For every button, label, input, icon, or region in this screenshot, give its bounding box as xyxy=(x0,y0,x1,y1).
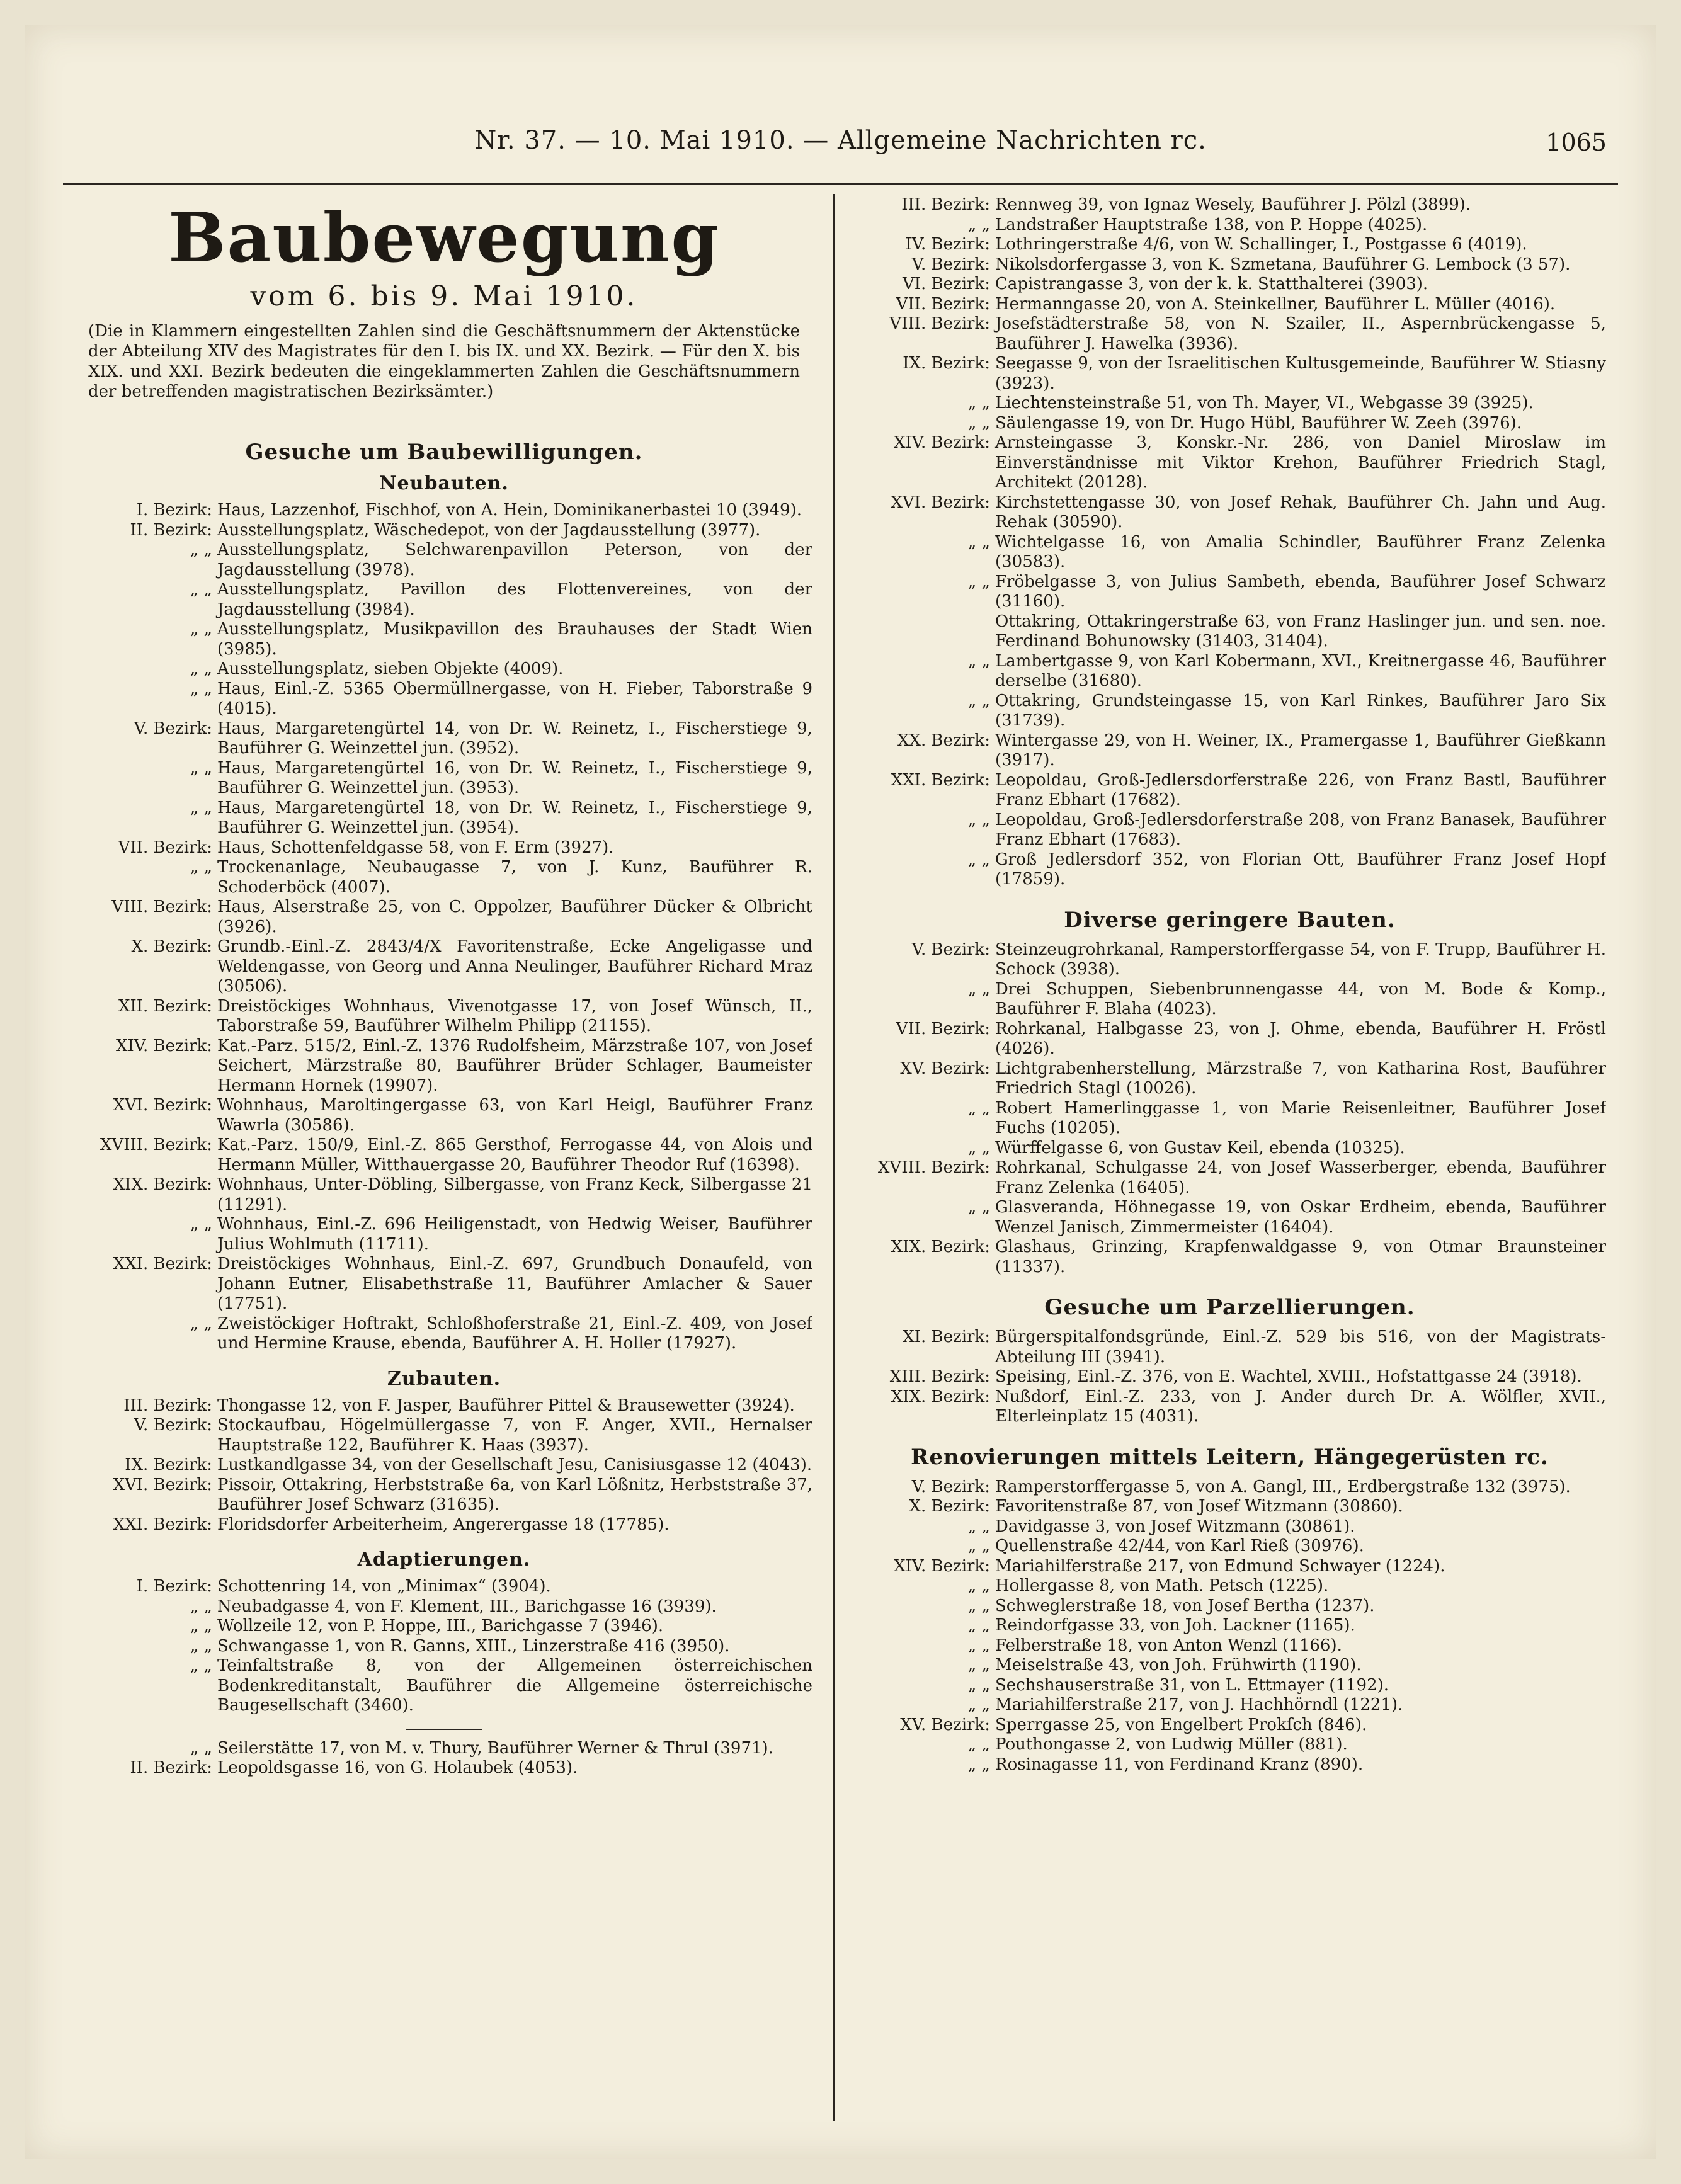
entry-district: „ „ xyxy=(190,1596,212,1616)
entry-text: Ottakring, Ottakringerstraße 63, von Franz Haslinger jun. und sen. noe. Ferdinand Bohunowsky (31403, 31404). xyxy=(995,611,1606,651)
entry-text: Speising, Einl.-Z. 376, von E. Wachtel, XVIII., Hofstattgasse 24 (3918). xyxy=(995,1367,1582,1386)
entry-text: Leopoldsgasse 16, von G. Holaubek (4053). xyxy=(217,1758,578,1778)
entry-text: Würffelgasse 6, von Gustav Keil, ebenda (10325). xyxy=(995,1138,1405,1157)
entry-text: Mariahilferstraße 217, von Edmund Schwayer (1224). xyxy=(995,1556,1445,1576)
entry-district: VII. Bezirk: xyxy=(118,838,212,857)
entry-district: „ „ xyxy=(190,1636,212,1656)
entry-district: „ „ xyxy=(967,1516,990,1536)
list-item xyxy=(853,810,1606,850)
header-rule xyxy=(63,183,1618,185)
diverse-list xyxy=(853,940,1606,1278)
entry-district: „ „ xyxy=(967,850,990,869)
entry-district: II. Bezirk: xyxy=(130,1758,212,1778)
list-item xyxy=(853,1735,1606,1755)
entry-district: IV. Bezirk: xyxy=(905,235,990,254)
entry-text: Davidgasse 3, von Josef Witzmann (30861). xyxy=(995,1516,1355,1536)
list-item xyxy=(76,1416,812,1455)
subsection-title-adaptierungen: Adaptierungen. xyxy=(357,1549,531,1571)
entry-text: Steinzeugrohrkanal, Ramperstorffergasse 54, von F. Trupp, Bauführer H. Schock (3938). xyxy=(995,940,1606,979)
section-title-diverse: Diverse geringere Bauten. xyxy=(1064,907,1396,933)
entry-district: XXI. Bezirk: xyxy=(113,1515,212,1534)
entry-text: Rohrkanal, Halbgasse 23, von J. Ohme, ebenda, Bauführer H. Fröstl (4026). xyxy=(995,1019,1606,1058)
entry-district: V. Bezirk: xyxy=(134,1416,212,1435)
list-item xyxy=(76,1758,812,1778)
entry-text: Trockenanlage, Neubaugasse 7, von J. Kunz, Bauführer R. Schoderböck (4007). xyxy=(217,858,812,897)
entry-district: „ „ xyxy=(967,413,990,433)
list-item xyxy=(853,1676,1606,1696)
entry-text: Floridsdorfer Arbeiterheim, Angerergasse 18 (17785). xyxy=(217,1515,670,1534)
entry-text: Drei Schuppen, Siebenbrunnengasse 44, von M. Bode & Komp., Bauführer F. Blaha (4023). xyxy=(995,979,1606,1018)
list-item xyxy=(853,572,1606,612)
list-item xyxy=(76,1254,812,1314)
entry-text: Leopoldau, Groß-Jedlersdorferstraße 208, von Franz Banasek, Bauführer Franz Ebhart (17683). xyxy=(995,810,1606,849)
entry-text: Hermanngasse 20, von A. Steinkellner, Bauführer L. Müller (4016). xyxy=(995,294,1556,314)
subsection-title-zubauten: Zubauten. xyxy=(387,1367,501,1390)
entry-text: Grundb.-Einl.-Z. 2843/4/X Favoritenstraße, Ecke Angeligasse und Weldengasse, von Georg und Anna Neulinger, Bauführer Richard Mraz (30506). xyxy=(217,937,812,996)
list-item xyxy=(76,501,812,521)
entry-text: Wohnhaus, Einl.-Z. 696 Heiligenstadt, von Hedwig Weiser, Bauführer Julius Wohlmuth (11711). xyxy=(217,1215,812,1254)
entry-district: V. Bezirk: xyxy=(911,940,990,959)
neubauten-list xyxy=(76,501,812,1354)
entry-district: „ „ xyxy=(190,798,212,817)
list-item xyxy=(76,1455,812,1476)
entry-district: V. Bezirk: xyxy=(134,719,212,738)
parzellierungen-list xyxy=(853,1328,1606,1427)
entry-text: Dreistöckiges Wohnhaus, Vivenotgasse 17, von Josef Wünsch, II., Taborstraße 59, Bauführer Wilhelm Philipp (21155). xyxy=(217,996,812,1036)
list-item xyxy=(853,1328,1606,1367)
entry-district: V. Bezirk: xyxy=(911,254,990,274)
entry-district: „ „ xyxy=(967,215,990,234)
entry-text: Ausstellungsplatz, Selchwarenpavillon Peterson, von der Jagdausstellung (3978). xyxy=(217,540,812,579)
entry-text: Haus, Margaretengürtel 18, von Dr. W. Reinetz, I., Fischerstiege 9, Bauführer G. Weinzettel jun. (3954). xyxy=(217,798,812,838)
list-item xyxy=(76,1577,812,1597)
list-item xyxy=(853,533,1606,572)
list-item xyxy=(853,1367,1606,1387)
entry-district: „ „ xyxy=(967,1755,990,1774)
entry-text: Sperrgasse 25, von Engelbert Prokſch (846). xyxy=(995,1715,1367,1734)
entry-text: Säulengasse 19, von Dr. Hugo Hübl, Bauführer W. Zeeh (3976). xyxy=(995,413,1522,433)
list-item xyxy=(853,1715,1606,1736)
entry-district: „ „ xyxy=(190,758,212,778)
list-item xyxy=(76,540,812,580)
entry-text: Mariahilferstraße 217, von J. Hachhörndl (1221). xyxy=(995,1695,1403,1714)
entry-text: Nikolsdorfergasse 3, von K. Szmetana, Bauführer G. Lembock (3 57). xyxy=(995,254,1571,274)
article-title: Baubewegung xyxy=(168,198,720,278)
list-item xyxy=(853,1158,1606,1198)
entry-text: Schwangasse 1, von R. Ganns, XIII., Linzerstraße 416 (3950). xyxy=(217,1636,730,1656)
entry-district: „ „ xyxy=(967,1576,990,1595)
list-item xyxy=(76,1314,812,1354)
entry-text: Haus, Margaretengürtel 14, von Dr. W. Reinetz, I., Fischerstiege 9, Bauführer G. Weinzettel jun. (3952). xyxy=(217,719,812,758)
entry-text: Ottakring, Grundsteingasse 15, von Karl Rinkes, Bauführer Jaro Six (31739). xyxy=(995,691,1606,730)
list-item xyxy=(853,1477,1606,1498)
entry-text: Haus, Alserstraße 25, von C. Oppolzer, Bauführer Dücker & Olbricht (3926). xyxy=(217,897,812,936)
entry-text: Schweglerstraße 18, von Josef Bertha (1237). xyxy=(995,1596,1375,1615)
list-item xyxy=(853,1237,1606,1277)
list-item xyxy=(853,1656,1606,1676)
entry-district: IX. Bezirk: xyxy=(125,1455,212,1475)
entry-district: VIII. Bezirk: xyxy=(111,897,212,917)
entry-text: Wintergasse 29, von H. Weiner, IX., Pramergasse 1, Bauführer Gießkann (3917). xyxy=(995,731,1606,770)
list-item xyxy=(76,620,812,659)
entry-district: XIII. Bezirk: xyxy=(889,1367,990,1386)
entry-text: Ramperstorffergasse 5, von A. Gangl, III., Erdbergstraße 132 (3975). xyxy=(995,1477,1571,1496)
entry-district: XXI. Bezirk: xyxy=(113,1254,212,1274)
entry-district: „ „ xyxy=(967,1656,990,1675)
list-item xyxy=(853,433,1606,493)
zubauten-list xyxy=(76,1396,812,1535)
entry-text: Haus, Einl.-Z. 5365 Obermüllnergasse, von H. Fieber, Taborstraße 9 (4015). xyxy=(217,679,812,719)
list-item xyxy=(853,314,1606,354)
entry-district: „ „ xyxy=(967,810,990,829)
list-item xyxy=(853,354,1606,394)
entry-district: XX. Bezirk: xyxy=(897,731,990,750)
entry-district: XIV. Bezirk: xyxy=(894,433,990,452)
entry-text: Leopoldau, Groß-Jedlersdorferstraße 226, von Franz Bastl, Bauführer Franz Ebhart (17682). xyxy=(995,770,1606,809)
adaptierungen-list-2 xyxy=(76,1739,812,1778)
list-item xyxy=(853,1139,1606,1159)
entry-text: Lothringerstraße 4/6, von W. Schallinger, I., Postgasse 6 (4019). xyxy=(995,235,1527,254)
entry-district: XVIII. Bezirk: xyxy=(877,1158,990,1177)
list-item xyxy=(853,1059,1606,1099)
entry-district: „ „ xyxy=(967,1675,990,1695)
entry-district: „ „ xyxy=(190,620,212,639)
entry-text: Hollergasse 8, von Math. Petsch (1225). xyxy=(995,1576,1329,1595)
list-item xyxy=(853,195,1606,215)
entry-text: Meiselstraße 43, von Joh. Frühwirth (1190). xyxy=(995,1656,1362,1675)
list-item xyxy=(853,1020,1606,1059)
entry-text: Landstraßer Hauptstraße 138, von P. Hoppe (4025). xyxy=(995,215,1428,234)
list-item xyxy=(853,235,1606,255)
entry-text: Glashaus, Grinzing, Krapfenwaldgasse 9, von Otmar Braunsteiner (11337). xyxy=(995,1237,1606,1277)
entry-district: X. Bezirk: xyxy=(909,1497,990,1516)
entry-text: Kat.-Parz. 515/2, Einl.-Z. 1376 Rudolfsheim, Märzstraße 107, von Josef Seichert, Märzstraße 80, Bauführer Brüder Schlager, Baumeister Hermann Hornek (19907). xyxy=(217,1036,812,1095)
entry-district: „ „ xyxy=(190,540,212,560)
entry-district: XVIII. Bezirk: xyxy=(100,1135,212,1155)
list-item xyxy=(76,1597,812,1617)
list-item xyxy=(853,394,1606,414)
list-item xyxy=(76,1037,812,1096)
entry-text: Seilerstätte 17, von M. v. Thury, Bauführer Werner & Thrul (3971). xyxy=(217,1738,773,1758)
entry-text: Arnsteingasse 3, Konskr.-Nr. 286, von Daniel Miroslaw im Einverständnisse mit Viktor Krehon, Bauführer Friedrich Stagl, Architekt (20128). xyxy=(995,433,1606,492)
section-title-parzellierungen: Gesuche um Parzellierungen. xyxy=(1044,1295,1415,1320)
entry-district: XVI. Bezirk: xyxy=(113,1475,212,1494)
entry-district: „ „ xyxy=(967,651,990,671)
entry-text: Haus, Margaretengürtel 16, von Dr. W. Reinetz, I., Fischerstiege 9, Bauführer G. Weinzettel jun. (3953). xyxy=(217,758,812,798)
page-number: 1065 xyxy=(1546,128,1607,156)
list-item xyxy=(853,940,1606,980)
entry-text: Thongasse 12, von F. Jasper, Bauführer Pittel & Brausewetter (3924). xyxy=(217,1396,795,1415)
entry-district: „ „ xyxy=(967,691,990,710)
entry-text: Haus, Schottenfeldgasse 58, von F. Erm (3927). xyxy=(217,838,614,857)
list-item xyxy=(76,1396,812,1416)
renovierungen-list xyxy=(853,1477,1606,1775)
list-item xyxy=(76,1656,812,1716)
list-item xyxy=(853,1387,1606,1427)
entry-text: Felberstraße 18, von Anton Wenzl (1166). xyxy=(995,1635,1342,1655)
entry-text: Ausstellungsplatz, Wäschedepot, von der Jagdausstellung (3977). xyxy=(217,520,761,540)
entry-text: Neubadgasse 4, von F. Klement, III., Barichgasse 16 (3939). xyxy=(217,1596,717,1616)
entry-district: „ „ xyxy=(967,1695,990,1714)
list-item xyxy=(853,493,1606,533)
entry-district: „ „ xyxy=(967,1138,990,1157)
entry-text: Capistrangasse 3, von der k. k. Statthalterei (3903). xyxy=(995,275,1428,293)
entry-district: „ „ xyxy=(967,1098,990,1118)
entry-text: Haus, Lazzenhof, Fischhof, von A. Hein, Dominikanerbastei 10 (3949). xyxy=(217,501,802,520)
list-item xyxy=(853,1616,1606,1636)
list-item xyxy=(76,1215,812,1254)
entry-district: XVI. Bezirk: xyxy=(113,1096,212,1115)
list-item xyxy=(76,521,812,541)
list-item xyxy=(853,215,1606,236)
entry-text: Rennweg 39, von Ignaz Wesely, Bauführer J. Pölzl (3899). xyxy=(995,195,1471,214)
entry-text: Sechshauserstraße 31, von L. Ettmayer (1192). xyxy=(995,1675,1389,1695)
entry-text: Wohnhaus, Maroltingergasse 63, von Karl Heigl, Bauführer Franz Wawrla (30586). xyxy=(217,1096,812,1135)
entry-text: Josefstädterstraße 58, von N. Szailer, II., Aspernbrückengasse 5, Bauführer J. Hawelka (3936). xyxy=(995,314,1606,353)
list-item xyxy=(853,1198,1606,1237)
entry-text: Rosinagasse 11, von Ferdinand Kranz (890). xyxy=(995,1755,1364,1774)
entry-district: „ „ xyxy=(967,979,990,999)
entry-district: XVI. Bezirk: xyxy=(891,492,990,512)
list-item xyxy=(853,1099,1606,1139)
entry-district: VII. Bezirk: xyxy=(896,1019,990,1038)
entry-text: Wohnhaus, Unter-Döbling, Silbergasse, von Franz Keck, Silbergasse 21 (11291). xyxy=(217,1175,812,1214)
entry-district: XIX. Bezirk: xyxy=(891,1237,990,1256)
entry-district: XV. Bezirk: xyxy=(900,1715,990,1734)
list-item xyxy=(76,659,812,680)
list-item xyxy=(853,1695,1606,1715)
entry-text: Wichtelgasse 16, von Amalia Schindler, Bauführer Franz Zelenka (30583). xyxy=(995,532,1606,571)
entry-district: XXI. Bezirk: xyxy=(891,770,990,790)
adaptierungen-continued-list xyxy=(853,195,1606,890)
entry-text: Bürgerspitalfondsgründe, Einl.-Z. 529 bis 516, von der Magistrats-Abteilung III (3941). xyxy=(995,1328,1606,1367)
entry-text: Nußdorf, Einl.-Z. 233, von J. Ander durch Dr. A. Wölfler, XVII., Elterleinplatz 15 (4031). xyxy=(995,1387,1606,1426)
entry-text: Fröbelgasse 3, von Julius Sambeth, ebenda, Bauführer Josef Schwarz (31160). xyxy=(995,572,1606,611)
list-item xyxy=(853,1557,1606,1577)
list-item xyxy=(853,295,1606,315)
list-item xyxy=(853,980,1606,1020)
entry-text: Reindorfgasse 33, von Joh. Lackner (1165). xyxy=(995,1616,1355,1635)
list-item xyxy=(76,719,812,759)
entry-district: „ „ xyxy=(967,1596,990,1615)
entry-text: Dreistöckiges Wohnhaus, Einl.-Z. 697, Grundbuch Donaufeld, von Johann Eutner, Elisabethstraße 11, Bauführer Amlacher & Sauer (17751). xyxy=(217,1254,812,1314)
list-item xyxy=(853,414,1606,434)
entry-district: III. Bezirk: xyxy=(123,1396,212,1415)
entry-text: Lichtgrabenherstellung, Märzstraße 7, von Katharina Rost, Bauführer Friedrich Stagl (10026). xyxy=(995,1059,1606,1098)
list-item xyxy=(853,1517,1606,1537)
entry-district: „ „ xyxy=(190,580,212,600)
list-item xyxy=(76,838,812,858)
list-item xyxy=(76,1096,812,1135)
entry-district: VII. Bezirk: xyxy=(896,294,990,314)
entry-text: Wollzeile 12, von P. Hoppe, III., Barichgasse 7 (3946). xyxy=(217,1617,664,1636)
entry-text: Quellenstraße 42/44, von Karl Rieß (30976). xyxy=(995,1537,1364,1556)
list-item xyxy=(76,1175,812,1215)
list-item xyxy=(76,937,812,997)
list-item xyxy=(76,897,812,937)
list-item xyxy=(853,255,1606,275)
entry-district: „ „ xyxy=(190,1656,212,1676)
adaptierungen-list xyxy=(76,1577,812,1716)
entry-district: IX. Bezirk: xyxy=(903,354,990,373)
entry-text: Lambertgasse 9, von Karl Kobermann, XVI., Kreitnergasse 46, Bauführer derselbe (31680). xyxy=(995,651,1606,690)
article-subtitle: vom 6. bis 9. Mai 1910. xyxy=(250,280,638,313)
list-item xyxy=(76,580,812,620)
entry-text: Pissoir, Ottakring, Herbststraße 6a, von Karl Lößnitz, Herbststraße 37, Bauführer Josef Schwarz (31635). xyxy=(217,1475,812,1515)
entry-district: XIX. Bezirk: xyxy=(891,1387,990,1406)
entry-text: Pouthongasse 2, von Ludwig Müller (881). xyxy=(995,1735,1348,1754)
entry-district: „ „ xyxy=(967,1635,990,1655)
list-item xyxy=(853,771,1606,810)
list-item xyxy=(76,1617,812,1637)
list-item xyxy=(853,1755,1606,1775)
list-item xyxy=(76,1476,812,1515)
entry-text: Glasveranda, Höhnegasse 19, von Oskar Erdheim, ebenda, Bauführer Wenzel Janisch, Zimmermeister (16404). xyxy=(995,1198,1606,1237)
list-item xyxy=(853,850,1606,890)
entry-district: III. Bezirk: xyxy=(901,195,990,214)
list-item xyxy=(76,997,812,1037)
entry-district: „ „ xyxy=(967,1735,990,1754)
entry-district: „ „ xyxy=(967,572,990,591)
entry-text: Teinfaltstraße 8, von der Allgemeinen österreichischen Bodenkreditanstalt, Bauführer die Allgemeine österreichische Baugesellschaft (3460). xyxy=(217,1656,812,1715)
entry-district: „ „ xyxy=(190,659,212,679)
entry-text: Seegasse 9, von der Israelitischen Kultusgemeinde, Bauführer W. Stiasny (3923). xyxy=(995,354,1606,393)
section-title-baubewilligungen: Gesuche um Baubewilligungen. xyxy=(245,440,643,465)
column-divider xyxy=(833,194,835,2121)
entry-text: Stockaufbau, Högelmüllergasse 7, von F. Anger, XVII., Hernalser Hauptstraße 122, Bauführer K. Haas (3937). xyxy=(217,1416,812,1455)
entry-district: „ „ xyxy=(190,858,212,877)
entry-district: „ „ xyxy=(190,1215,212,1234)
list-item xyxy=(76,1135,812,1175)
entry-district: XII. Bezirk: xyxy=(118,996,212,1016)
list-item xyxy=(853,1576,1606,1596)
entry-district: „ „ xyxy=(967,532,990,552)
list-item xyxy=(853,691,1606,731)
entry-district: XIX. Bezirk: xyxy=(113,1175,212,1195)
entry-district: VI. Bezirk: xyxy=(902,275,990,293)
entry-district: X. Bezirk: xyxy=(131,937,212,957)
newspaper-page xyxy=(25,25,1656,2159)
section-title-renovierungen: Renovierungen mittels Leitern, Hängegerüsten rc. xyxy=(911,1444,1549,1470)
entry-text: Liechtensteinstraße 51, von Th. Mayer, VI., Webgasse 39 (3925). xyxy=(995,394,1534,412)
subsection-title-neubauten: Neubauten. xyxy=(379,472,509,495)
entry-text: Kirchstettengasse 30, von Josef Rehak, Bauführer Ch. Jahn und Aug. Rehak (30590). xyxy=(995,492,1606,532)
entry-district: „ „ xyxy=(190,1617,212,1636)
entry-district: „ „ xyxy=(967,394,990,412)
entry-district: „ „ xyxy=(967,1198,990,1217)
entry-district: XV. Bezirk: xyxy=(900,1059,990,1078)
entry-text: Robert Hamerlinggasse 1, von Marie Reisenleitner, Bauführer Josef Fuchs (10205). xyxy=(995,1098,1606,1137)
page-header xyxy=(25,126,1656,164)
entry-district: V. Bezirk: xyxy=(911,1477,990,1496)
list-item xyxy=(76,759,812,799)
list-item xyxy=(76,1515,812,1535)
explanatory-note: (Die in Klammern eingestellten Zahlen sind die Geschäftsnummern der Aktenstücke der Abteilung XIV des Magistrates für den I. bis IX. und XX. Bezirk. — Für den X. bis XIX. und XXI. Bezirk bedeuten die eingeklammerten Zahlen die Geschäftsnummern der betreffenden magistratischen Bezirksämter.) xyxy=(88,322,800,402)
list-item xyxy=(853,275,1606,295)
entry-district: „ „ xyxy=(190,1738,212,1758)
right-column xyxy=(853,195,1606,2129)
entry-text: Zweistöckiger Hoftrakt, Schloßhoferstraße 21, Einl.-Z. 409, von Josef und Hermine Krause, ebenda, Bauführer A. H. Holler (17927). xyxy=(217,1314,812,1353)
entry-text: Groß Jedlersdorf 352, von Florian Ott, Bauführer Franz Josef Hopf (17859). xyxy=(995,850,1606,889)
entry-text: Ausstellungsplatz, sieben Objekte (4009). xyxy=(217,659,564,679)
entry-text: Schottenring 14, von „Minimax“ (3904). xyxy=(217,1577,551,1596)
entry-text: Favoritenstraße 87, von Josef Witzmann (30860). xyxy=(995,1497,1403,1516)
entry-district: VIII. Bezirk: xyxy=(889,314,990,333)
list-item xyxy=(76,799,812,838)
running-head: Nr. 37. — 10. Mai 1910. — Allgemeine Nachrichten rc. xyxy=(474,126,1207,155)
entry-district: „ „ xyxy=(190,1314,212,1333)
list-item xyxy=(853,731,1606,771)
entry-text: Kat.-Parz. 150/9, Einl.-Z. 865 Gersthof, Ferrogasse 44, von Alois und Hermann Müller, Witthauergasse 20, Bauführer Theodor Ruf (16398). xyxy=(217,1135,812,1174)
entry-district: XIV. Bezirk: xyxy=(894,1556,990,1576)
entry-district: „ „ xyxy=(190,679,212,698)
entry-text: Lustkandlgasse 34, von der Gesellschaft Jesu, Canisiusgasse 12 (4043). xyxy=(217,1455,812,1475)
list-item xyxy=(853,652,1606,691)
entry-district: „ „ xyxy=(967,1537,990,1556)
entry-text: Rohrkanal, Schulgasse 24, von Josef Wasserberger, ebenda, Bauführer Franz Zelenka (16405). xyxy=(995,1158,1606,1197)
list-item xyxy=(76,680,812,719)
entry-district: II. Bezirk: xyxy=(130,520,212,540)
list-item xyxy=(853,612,1606,652)
entry-district: „ „ xyxy=(967,1616,990,1635)
list-item xyxy=(76,1739,812,1759)
entry-district: XI. Bezirk: xyxy=(903,1328,990,1346)
list-item xyxy=(853,1497,1606,1517)
entry-district: I. Bezirk: xyxy=(136,501,212,520)
list-item xyxy=(853,1537,1606,1557)
list-item xyxy=(76,1637,812,1657)
entry-district: I. Bezirk: xyxy=(136,1577,212,1596)
list-item xyxy=(853,1636,1606,1656)
left-column xyxy=(76,195,812,2129)
short-rule xyxy=(406,1729,482,1730)
entry-text: Ausstellungsplatz, Pavillon des Flottenvereines, von der Jagdausstellung (3984). xyxy=(217,580,812,619)
list-item xyxy=(853,1596,1606,1617)
list-item xyxy=(76,858,812,897)
entry-text: Ausstellungsplatz, Musikpavillon des Brauhauses der Stadt Wien (3985). xyxy=(217,620,812,659)
entry-district: XIV. Bezirk: xyxy=(116,1036,212,1055)
